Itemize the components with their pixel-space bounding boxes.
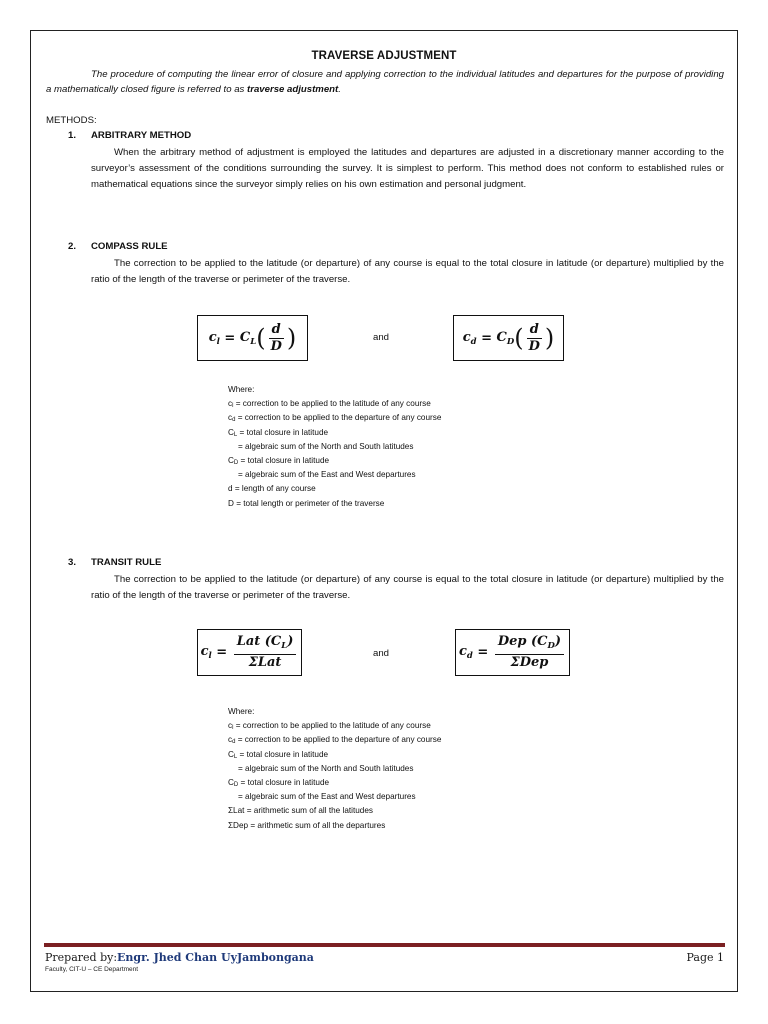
method-title-arbitrary: ARBITRARY METHOD	[91, 130, 192, 141]
where-label: Where:	[228, 385, 255, 394]
paragraph-text: The correction to be applied to the latitude (or departure) of any course is equal to the total closure in latitude (or departure) multiplied by the ratio of the length of the traverse or perimeter of the traverse.	[91, 574, 724, 601]
compass-latitude-formula: $c_l$ = $C_L$ ( $\frac{d}{D}$ )	[197, 315, 308, 361]
where-line: $c_d$ = correction to be applied to the departure of any course	[228, 735, 442, 746]
where-line: = algebraic sum of the North and South latitudes	[238, 441, 414, 451]
formula-connector: and	[373, 332, 390, 343]
method-paragraph-transit	[91, 572, 724, 604]
prepared-label: Prepared by:	[45, 951, 118, 964]
method-number: 3.	[68, 557, 77, 568]
intro-end: .	[338, 84, 341, 95]
where-line: $C_L$ = total closure in latitude	[228, 427, 329, 438]
where-line: $C_D$ = total closure in latitude	[228, 456, 330, 467]
methods-label: METHODS:	[46, 115, 97, 126]
transit-latitude-formula: $c_l$ = $\frac{Lat (C_L)}{\text{ΣLat}}$	[197, 629, 302, 676]
method-title-transit: TRANSIT RULE	[91, 557, 162, 568]
where-line: $c_l$ = correction to be applied to the latitude of any course	[228, 399, 431, 410]
footer-prepared-by	[45, 951, 314, 964]
intro-paragraph	[46, 67, 724, 97]
where-line: $C_L$ = total closure in latitude	[228, 749, 329, 760]
page-title: TRAVERSE ADJUSTMENT	[311, 50, 457, 62]
method-number: 1.	[68, 130, 77, 141]
footer-affiliation: Faculty, CIT-U – CE Department	[45, 966, 139, 973]
transit-departure-formula: $c_d$ = $\frac{Dep (C_D)}{\text{ΣDep}}$	[455, 629, 570, 676]
where-line: ΣLat = arithmetic sum of all the latitudes	[228, 806, 374, 816]
where-line: = algebraic sum of the East and West departures	[238, 792, 416, 802]
compass-where-block	[228, 383, 441, 511]
page-number: Page 1	[686, 951, 724, 964]
compass-departure-formula: $c_d$ = $C_D$ ( $\frac{d}{D}$ )	[453, 315, 564, 361]
transit-where-block	[228, 705, 441, 833]
where-line: d = length of any course	[228, 484, 316, 494]
where-line: = algebraic sum of the East and West departures	[238, 470, 416, 480]
where-line: $C_D$ = total closure in latitude	[228, 778, 330, 789]
where-line: = algebraic sum of the North and South latitudes	[238, 763, 414, 773]
method-paragraph-arbitrary	[91, 145, 724, 193]
where-line: ΣDep = arithmetic sum of all the departures	[228, 820, 386, 830]
paragraph-text: When the arbitrary method of adjustment is employed the latitudes and departures are adjusted in a discretionary manner according to the surveyor’s assessment of the conditions surrounding the survey. It is simplest to perform. This method does not conform to established rules or mathematical equations since the surveyor simply relies on his own estimation and personal judgment.	[91, 147, 724, 190]
where-line: $c_l$ = correction to be applied to the latitude of any course	[228, 721, 431, 732]
where-line: $c_d$ = correction to be applied to the departure of any course	[228, 413, 442, 424]
paragraph-text: The correction to be applied to the latitude (or departure) of any course is equal to the total closure in latitude (or departure) multiplied by the ratio of the length of the traverse or perimeter of the traverse.	[91, 258, 724, 285]
formula-connector: and	[373, 648, 390, 659]
method-paragraph-compass	[91, 256, 724, 288]
intro-text: The procedure of computing the linear error of closure and applying correction to the individual latitudes and departures for the purpose of providing a mathematically closed figure is referred to as	[46, 69, 724, 95]
where-label: Where:	[228, 707, 255, 716]
footer-rule	[44, 943, 725, 947]
method-title-compass: COMPASS RULE	[91, 241, 168, 252]
intro-emphasis: traverse adjustment	[247, 84, 339, 95]
method-number: 2.	[68, 241, 77, 252]
where-line: D = total length or perimeter of the traverse	[228, 498, 385, 508]
author-name: Engr. Jhed Chan UyJambongana	[117, 951, 314, 964]
